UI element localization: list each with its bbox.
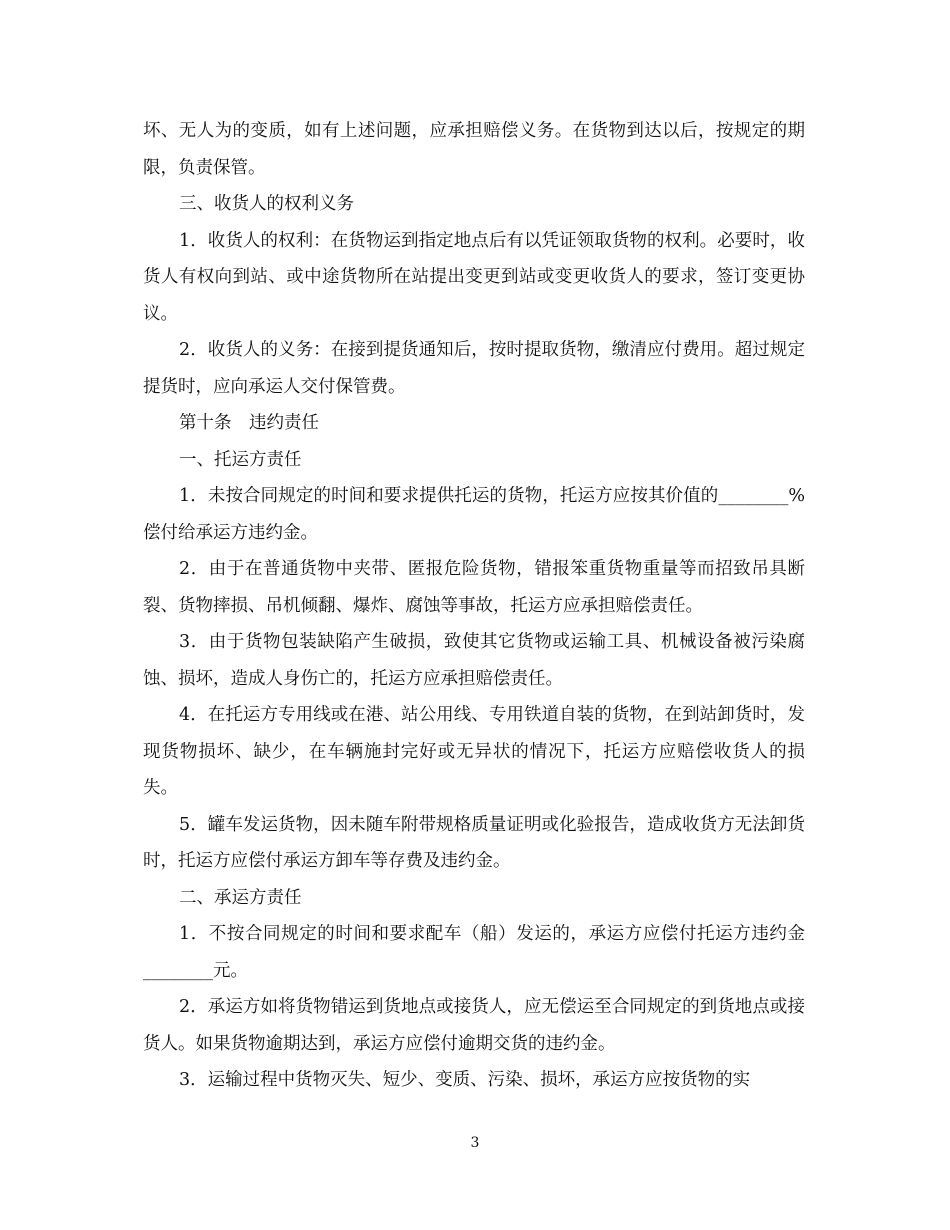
- paragraph: 2．由于在普通货物中夹带、匿报危险货物，错报笨重货物重量等而招致吊具断裂、货物摔损、吊机倾翻、爆炸、腐蚀等事故，托运方应承担赔偿责任。: [143, 559, 805, 616]
- paragraph: 3．运输过程中货物灭失、短少、变质、污染、损坏，承运方应按货物的实: [179, 1070, 751, 1090]
- paragraph: 3．由于货物包装缺陷产生破损，致使其它货物或运输工具、机械设备被污染腐蚀、损坏，造成人身伤亡的，托运方应承担赔偿责任。: [143, 632, 805, 689]
- article-heading: 第十条 违约责任: [179, 413, 319, 433]
- page-number: 3: [470, 1135, 480, 1151]
- paragraph: 坏、无人为的变质，如有上述问题，应承担赔偿义务。在货物到达以后，按规定的期限，负责保管。: [143, 121, 805, 178]
- paragraph: 5．罐车发运货物，因未随车附带规格质量证明或化验报告，造成收货方无法卸货时，托运方应偿付承运方卸车等存费及违约金。: [143, 814, 805, 871]
- paragraph: 1．收货人的权利：在货物运到指定地点后有以凭证领取货物的权利。必要时，收货人有权向到站、或中途货物所在站提出变更到站或变更收货人的要求，签订变更协议。: [143, 230, 805, 324]
- paragraph: 1．不按合同规定的时间和要求配车（船）发运的，承运方应偿付托运方违约金________元。: [143, 924, 805, 981]
- section-heading: 二、承运方责任: [179, 887, 302, 908]
- paragraph: 2．收货人的义务：在接到提货通知后，按时提取货物，缴清应付费用。超过规定提货时，应向承运人交付保管费。: [143, 340, 805, 397]
- section-heading: 三、收货人的权利义务: [179, 194, 354, 214]
- paragraph: 1．未按合同规定的时间和要求提供托运的货物，托运方应按其价值的________%偿付给承运方违约金。: [143, 486, 805, 543]
- section-heading: 一、托运方责任: [179, 449, 302, 470]
- paragraph: 2．承运方如将货物错运到货地点或接货人，应无偿运至合同规定的到货地点或接货人。如果货物逾期达到，承运方应偿付逾期交货的违约金。: [143, 997, 805, 1054]
- document-body: [143, 113, 805, 1099]
- paragraph: 4．在托运方专用线或在港、站公用线、专用铁道自装的货物，在到站卸货时，发现货物损坏、缺少，在车辆施封完好或无异状的情况下，托运方应赔偿收货人的损失。: [143, 705, 805, 798]
